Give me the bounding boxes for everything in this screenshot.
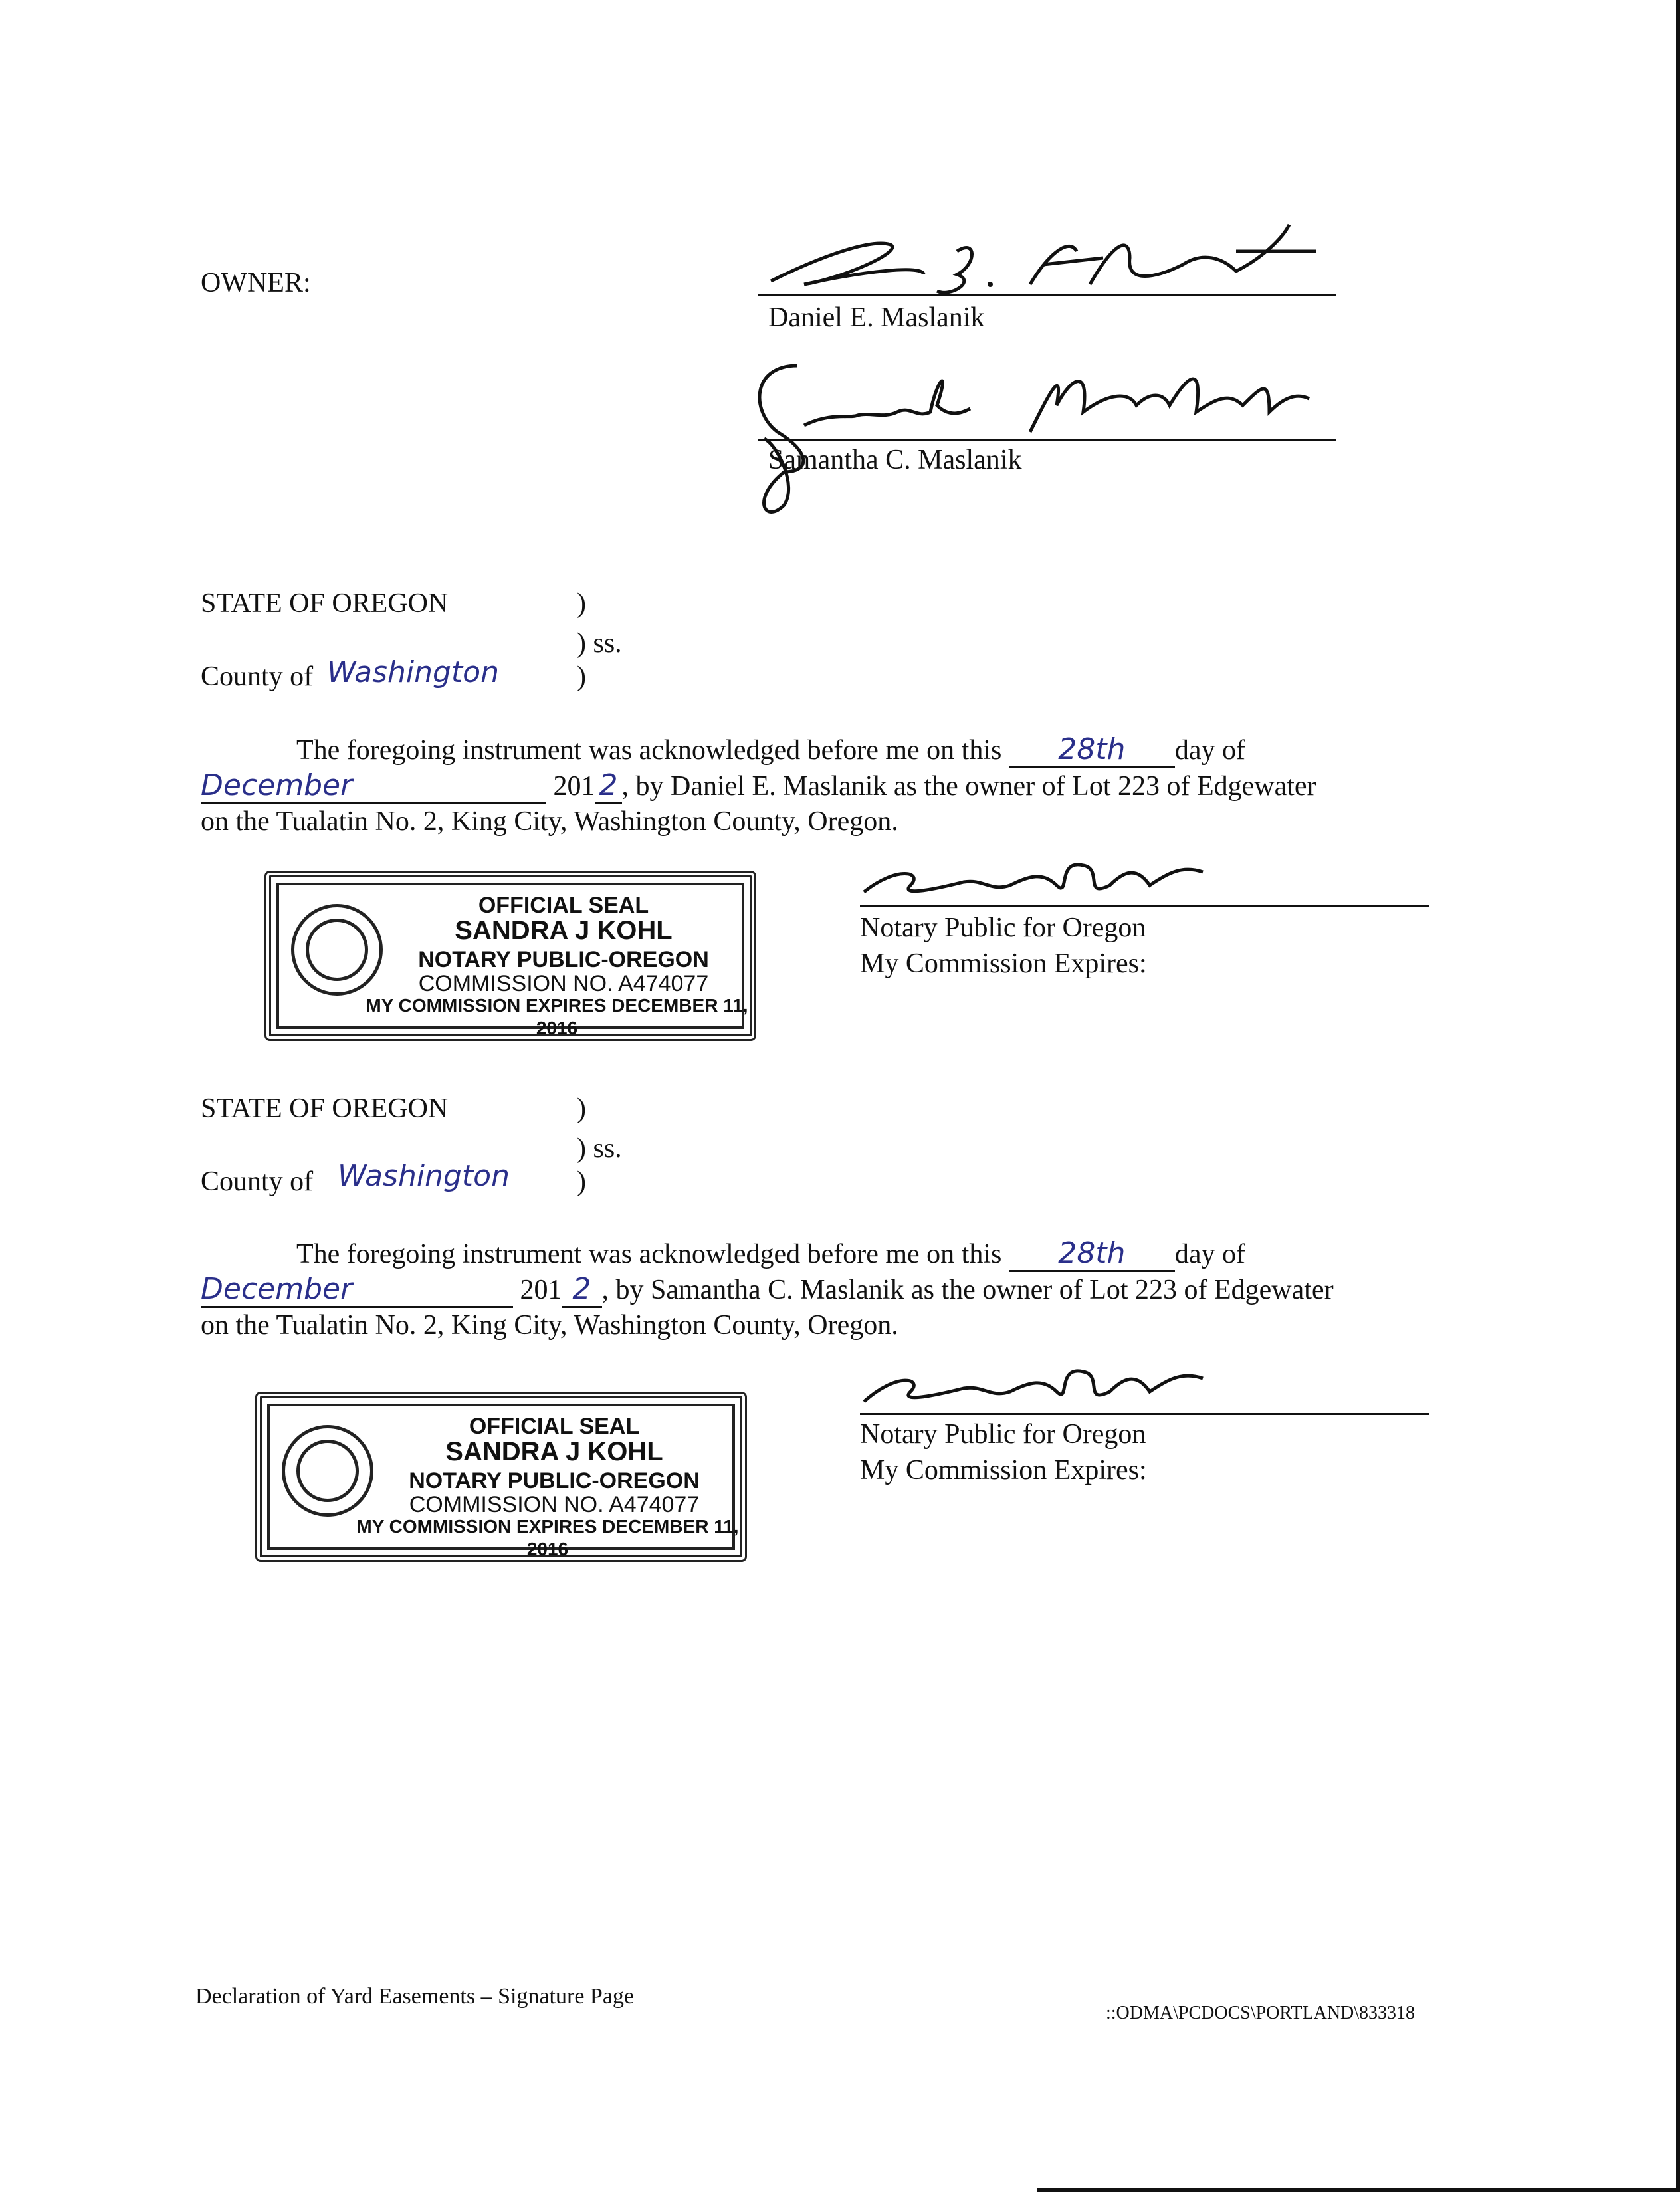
- notary-signature-line: [860, 905, 1429, 907]
- seal-title: OFFICIAL SEAL: [478, 893, 649, 918]
- owner-label: OWNER:: [201, 268, 311, 298]
- commission-expires: My Commission Expires:: [860, 1455, 1147, 1485]
- signature-line-1: [758, 294, 1336, 296]
- county-handwritten: Washington: [327, 655, 499, 689]
- ack-line-2-suffix: , by Daniel E. Maslanik as the owner of Lot 223 of Edgewater: [621, 771, 1316, 802]
- day-handwritten: 28th: [1058, 1236, 1126, 1270]
- state-seal-emblem-inner: [296, 1440, 359, 1502]
- month-handwritten: December: [201, 768, 353, 802]
- day-handwritten: 28th: [1058, 732, 1126, 766]
- seal-commission: COMMISSION NO. A474077: [418, 971, 709, 996]
- day-blank: [1009, 1238, 1175, 1272]
- county-label: County of: [201, 1166, 314, 1197]
- ack-line-3: on the Tualatin No. 2, King City, Washington County, Oregon.: [201, 1310, 898, 1341]
- official-seal: [255, 1392, 747, 1562]
- year-handwritten: 2: [599, 768, 618, 802]
- county-handwritten: Washington: [338, 1159, 510, 1193]
- ss-label: ) ss.: [577, 1133, 622, 1164]
- seal-name: SANDRA J KOHL: [445, 1437, 663, 1466]
- county-label: County of: [201, 661, 314, 692]
- ack-line-2: [201, 770, 1316, 804]
- notary-signature: [857, 1352, 1229, 1418]
- signature-line-2: [758, 439, 1336, 441]
- year-prefix: 201: [553, 771, 595, 802]
- official-seal: [264, 871, 756, 1041]
- paren-1: ): [577, 1093, 586, 1124]
- notary-title: Notary Public for Oregon: [860, 913, 1146, 943]
- notary-signature: [857, 845, 1229, 912]
- month-handwritten: December: [201, 1272, 353, 1306]
- scan-edge-bottom: [1037, 2188, 1680, 2192]
- ack-line-1-prefix: The foregoing instrument was acknowledged before me on this: [296, 1239, 1002, 1269]
- seal-expires: MY COMMISSION EXPIRES DECEMBER 11, 2016: [356, 1516, 739, 1559]
- state-label: STATE OF OREGON: [201, 1093, 449, 1124]
- state-label: STATE OF OREGON: [201, 588, 449, 619]
- commission-expires: My Commission Expires:: [860, 948, 1147, 979]
- seal-commission: COMMISSION NO. A474077: [409, 1492, 700, 1517]
- scan-edge-right: [1676, 0, 1680, 2192]
- ack-line-1-suffix: day of: [1174, 1239, 1246, 1269]
- signer1-name: Daniel E. Maslanik: [768, 302, 985, 333]
- footer-title: Declaration of Yard Easements – Signature Page: [195, 1984, 634, 2009]
- month-blank: [201, 1273, 513, 1308]
- ack-line-1: [296, 1238, 1245, 1272]
- signer2-name: Samantha C. Maslanik: [768, 445, 1022, 475]
- seal-expires: MY COMMISSION EXPIRES DECEMBER 11, 2016: [366, 995, 748, 1038]
- year-blank: [562, 1273, 602, 1308]
- ack-line-1-suffix: day of: [1174, 735, 1246, 766]
- month-blank: [201, 770, 546, 804]
- paren-3: ): [577, 661, 586, 692]
- year-blank: [595, 770, 622, 804]
- ack-line-2-suffix: , by Samantha C. Maslanik as the owner of Lot 223 of Edgewater: [601, 1275, 1334, 1305]
- ack-line-1-prefix: The foregoing instrument was acknowledged before me on this: [296, 735, 1002, 766]
- footer-document-path: ::ODMA\PCDOCS\PORTLAND\833318: [1106, 2003, 1416, 2023]
- seal-name: SANDRA J KOHL: [455, 916, 673, 945]
- state-seal-emblem-inner: [306, 919, 368, 981]
- year-handwritten: 2: [572, 1272, 591, 1306]
- notary-title: Notary Public for Oregon: [860, 1419, 1146, 1450]
- ack-line-2: [201, 1273, 1334, 1308]
- seal-role: NOTARY PUBLIC-OREGON: [418, 947, 709, 972]
- seal-title: OFFICIAL SEAL: [469, 1414, 640, 1439]
- day-blank: [1009, 734, 1175, 768]
- ss-label: ) ss.: [577, 628, 622, 659]
- ack-line-3: on the Tualatin No. 2, King City, Washington County, Oregon.: [201, 806, 898, 837]
- seal-role: NOTARY PUBLIC-OREGON: [409, 1468, 700, 1493]
- ack-line-1: [296, 734, 1245, 768]
- notary-signature-line: [860, 1413, 1429, 1415]
- signature-daniel: [758, 211, 1329, 304]
- year-prefix: 201: [520, 1275, 562, 1305]
- paren-3: ): [577, 1166, 586, 1197]
- paren-1: ): [577, 588, 586, 619]
